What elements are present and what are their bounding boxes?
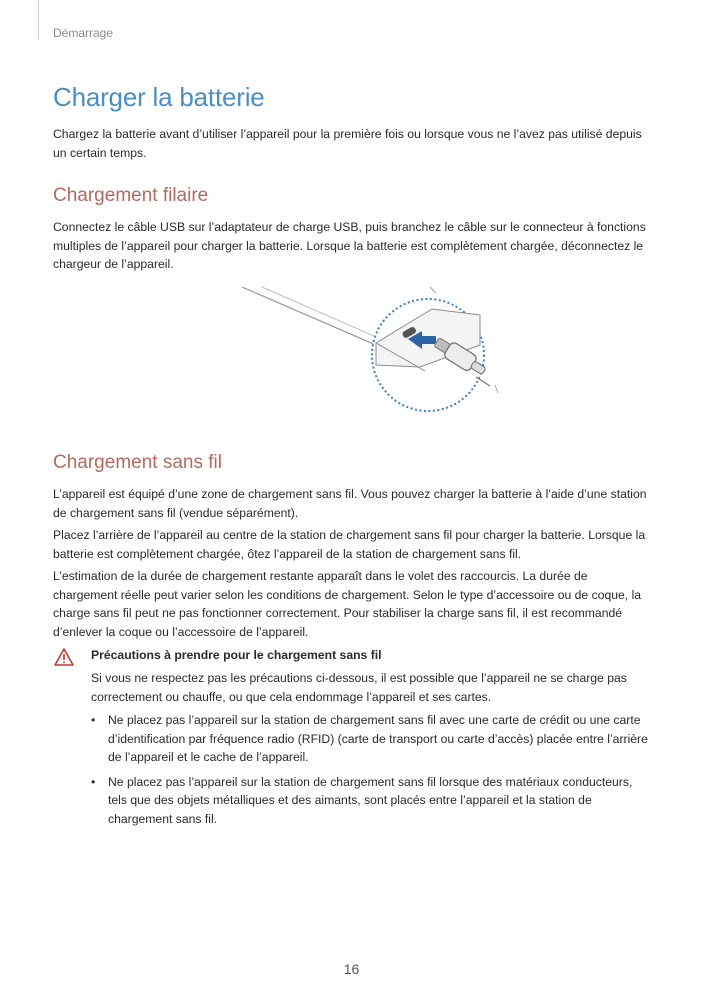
phone-edge-line [262, 287, 390, 343]
phone-edge-line [430, 287, 436, 293]
page-title: Charger la batterie [53, 82, 265, 112]
caution-text: Si vous ne respectez pas les précautions ci-dessous, il est possible que l’appareil ne se charge pas correctement ou chauffe, ou que cela endommage l’appareil et ses cartes. [91, 671, 627, 704]
usb-charging-illustration [240, 285, 502, 415]
list-item [91, 711, 651, 767]
margin-rule [38, 0, 39, 40]
bullet-mark: • [91, 774, 96, 789]
wireless-paragraph-2: Placez l’arrière de l’appareil au centre de la station de chargement sans fil pour charger la batterie. Lorsque la batterie est complètement chargée, ôtez l’appareil de la station de chargement sans fil. [53, 528, 646, 561]
page-number: 16 [343, 961, 360, 977]
list-item [91, 773, 651, 829]
wireless-heading: Chargement sans fil [53, 452, 222, 473]
bullet-mark: • [91, 713, 96, 727]
running-header: Démarrage [53, 26, 114, 40]
warning-icon [54, 648, 74, 666]
wireless-paragraph-1: L’appareil est équipé d’une zone de chargement sans fil. Vous pouvez charger la batterie à l’aide d’une station de chargement sans fil (vendue séparément). [53, 487, 647, 520]
wireless-paragraph-3: L’estimation de la durée de chargement restante apparaît dans le volet des raccourcis. La durée de chargement réelle peut varier selon les conditions de chargement. Selon le type d’accessoire ou de coque, la charge sans fil peut ne pas fonctionner correctement. Pour stabiliser la charge sans fil, il est recommandé d’enlever la coque ou l’accessoire de l’appareil. [53, 569, 642, 639]
list-item-text: Ne placez pas l’appareil sur la station de chargement sans fil avec une carte de crédit ou une carte d’identification par fréquence radio (RFID) (carte de transport ou carte d’accès) placée entre l’arrière de l’appareil et le cache de l’appareil. [108, 713, 648, 764]
wired-heading: Chargement filaire [53, 185, 209, 206]
phone-edge-line [495, 385, 498, 393]
list-item-text: Ne placez pas l’appareil sur la station de chargement sans fil lorsque des matériaux conducteurs, tels que des objets métalliques et des aimants, sont placés entre l’appareil et la station de chargement sans fil. [108, 774, 633, 826]
intro-paragraph: Chargez la batterie avant d’utiliser l’appareil pour la première fois ou lorsque vous ne l’avez pas utilisé depuis un certain temps. [53, 127, 642, 160]
wired-paragraph: Connectez le câble USB sur l’adaptateur de charge USB, puis branchez le câble sur le connecteur à fonctions multiples de l’appareil pour charger la batterie. Lorsque la batterie est complètement chargée, déconnectez le chargeur de l’appareil. [53, 220, 646, 271]
phone-edge-line [242, 287, 385, 349]
caution-list [91, 711, 651, 834]
caution-title: Précautions à prendre pour le chargement sans fil [91, 648, 382, 662]
